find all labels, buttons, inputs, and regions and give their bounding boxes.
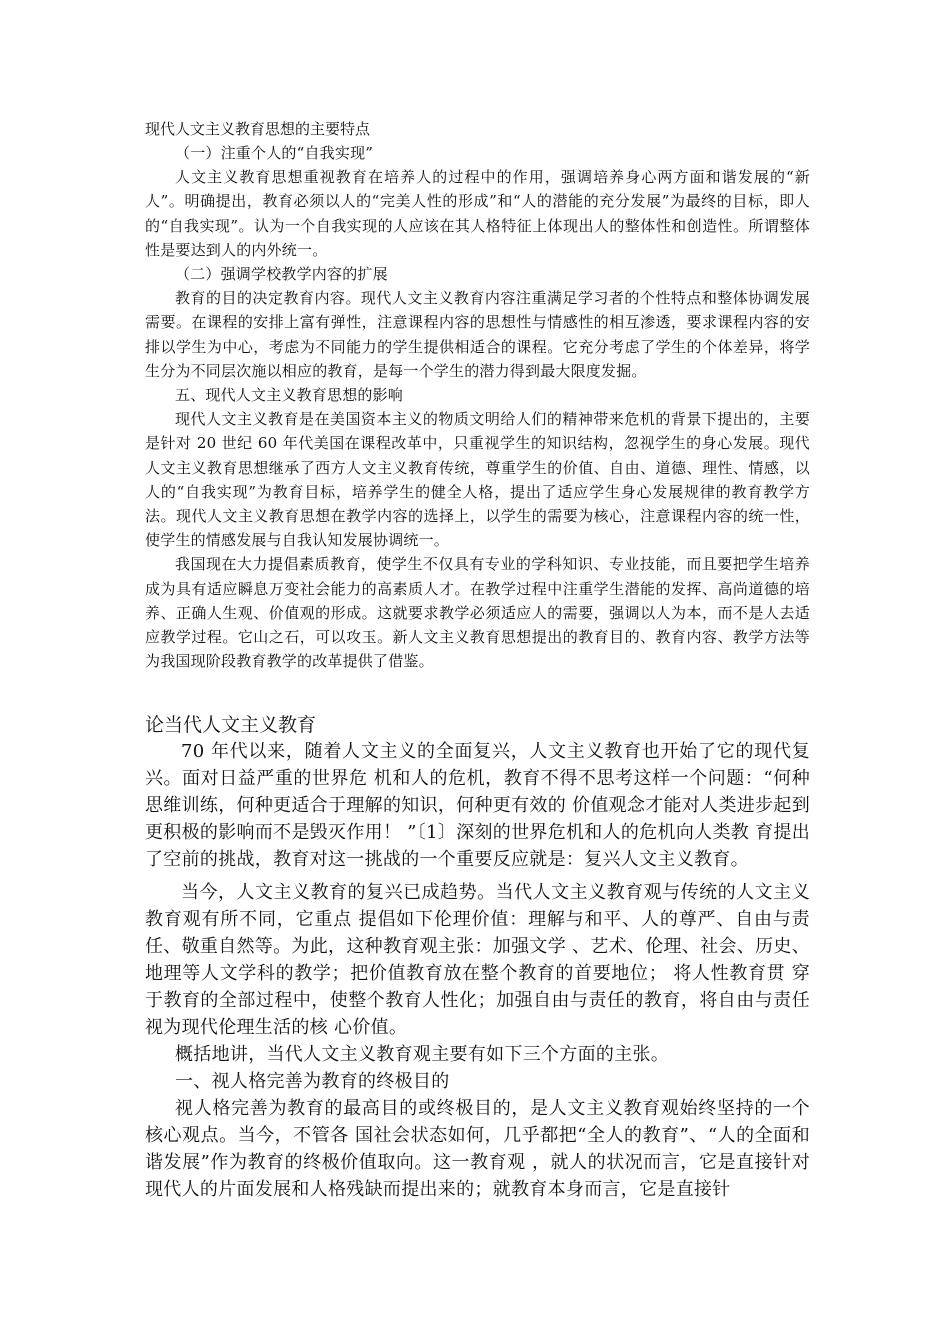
subheading-personality: 一、视人格完善为教育的终极目的 (175, 1071, 450, 1092)
subheading-influence: 五、现代人文主义教育思想的影响 (175, 386, 404, 405)
paragraph: 当今，人文主义教育的复兴已成趋势。当代人文主义教育观与传统的人文主义教育观有所不同，它重点 提倡如下伦理价值：理解与和平、人的尊严、自由与责任、敬重自然等。为此，这种教育观主张：加强文学 、艺术、伦理、社会、历史、地理等人文学科的教学；把价值教育放在整个教育的首要地位； 将人性教育贯 穿于教育的全部过程中，使整个教育人性化；加强自由与责任的教育，将自由与责任视为现代伦理生活的核 心价值。 (145, 882, 810, 1038)
paragraph: 人文主义教育思想重视教育在培养人的过程中的作用，强调培养身心两方面和谐发展的“新人”。明确提出，教育必须以人的“完美人性的形成”和“人的潜能的充分发展”为最终的目标，即人的“自我实现”。认为一个自我实现的人应该在其人格特征上体现出人的整体性和创造性。所谓整体性是要达到人的内外统一。 (145, 168, 810, 259)
section-contemporary-humanism (145, 712, 810, 1203)
paragraph: 我国现在大力提倡素质教育，使学生不仅具有专业的学科知识、专业技能，而且要把学生培养成为具有适应瞬息万变社会能力的高素质人才。在教学过程中注重学生潜能的发挥、高尚道德的培养、正确人生观、价值观的形成。这就要求教学必须适应人的需要，强调以人为本，而不是人去适应教学过程。它山之石，可以攻玉。新人文主义教育思想提出的教育目的、教育内容、教学方法等为我国现阶段教育教学的改革提供了借鉴。 (145, 555, 810, 671)
paragraph: 教育的目的决定教育内容。现代人文主义教育内容注重满足学习者的个性特点和整体协调发展需要。在课程的安排上富有弹性，注意课程内容的思想性与情感性的相互渗透，要求课程内容的安排以学生为中心，考虑为不同能力的学生提供相适合的课程。它充分考虑了学生的个体差异，将学生分为不同层次施以相应的教育，是每一个学生的潜力得到最大限度发掘。 (145, 289, 810, 380)
subheading-content-expansion: （二）强调学校教学内容的扩展 (175, 265, 388, 284)
subheading-self-realization: （一）注重个人的“自我实现” (175, 144, 374, 162)
paragraph: 视人格完善为教育的最高目的或终极目的，是人文主义教育观始终坚持的一个核心观点。当今，不管各 国社会状态如何，几乎都把“全人的教育”、“人的全面和谐发展”作为教育的终极价值取向。这一教育观 ，就人的状况而言，它是直接针对现代人的片面发展和人格残缺而提出来的；就教育本身而言，它是直接针 (145, 1098, 810, 1200)
paragraph: 现代人文主义教育是在美国资本主义的物质文明给人们的精神带来危机的背景下提出的，主要是针对 20 世纪 60 年代美国在课程改革中，只重视学生的知识结构，忽视学生的身心发展。现代人文主义教育思想继承了西方人文主义教育传统，尊重学生的价值、自由、道德、理性、情感，以人的“自我实现”为教育目标，培养学生的健全人格，提出了适应学生身心发展规律的教育教学方法。现代人文主义教育思想在教学内容的选择上，以学生的需要为核心，注意课程内容的统一性，使学生的情感发展与自我认知发展协调统一。 (145, 410, 810, 550)
section-modern-humanism (145, 117, 810, 673)
article-title: 论当代人文主义教育 (145, 714, 317, 736)
section-title: 现代人文主义教育思想的主要特点 (145, 120, 371, 138)
paragraph: 概括地讲，当代人文主义教育观主要有如下三个方面的主张。 (175, 1044, 670, 1065)
paragraph: 70 年代以来，随着人文主义的全面复兴，人文主义教育也开始了它的现代复兴。面对日益严重的世界危 机和人的危机，教育不得不思考这样一个问题：“何种思维训练，何种更适合于理解的知识，何种更有效的 价值观念才能对人类进步起到更积极的影响而不是毁灭作用！ ”〔1〕深刻的世界危机和人的危机向人类教 育提出了空前的挑战，教育对这一挑战的一个重要反应就是：复兴人文主义教育。 (145, 741, 810, 870)
